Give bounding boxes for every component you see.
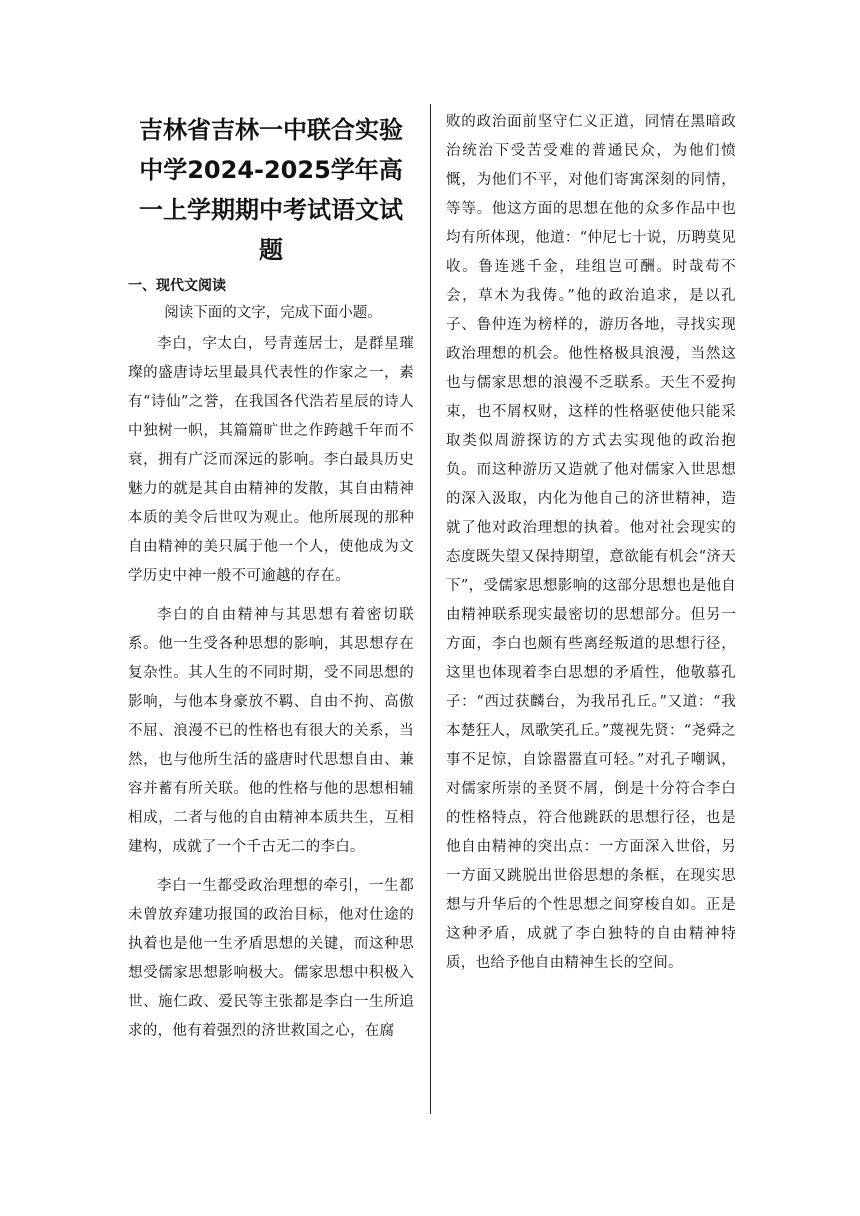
section-heading: 一、现代文阅读 [128, 278, 226, 294]
page-title: 吉林省吉林一中联合实验中学2024-2025学年高一上学期期中考试语文试题 [139, 116, 403, 264]
paragraph-2: 李白的自由精神与其思想有着密切联系。他一生受各种思想的影响，其思想存在复杂性。其人生的不同时期，受不同思想的影响，与他本身豪放不羁、自由不拘、高傲不屈、浪漫不已的性格也有很大的关系，当然，也与他所生活的盛唐时代思想自由、兼容并蓄有所关联。他的性格与他的思想相辅相成，二者与他的自由精神本质共生，互相建构，成就了一个千古无二的李白。 [128, 607, 414, 855]
paragraph-3: 李白一生都受政治理想的牵引，一生都未曾放弃建功报国的政治目标，他对仕途的执着也是他一生矛盾思想的关键，而这种思想受儒家思想影响极大。儒家思想中积极入世、施仁政、爱民等主张都是李白一生所追求的，他有着强烈的济世救国之心，在腐 [128, 878, 414, 1039]
paragraph-3-continued: 败的政治面前坚守仁义正道，同情在黑暗政治统治下受苦受难的普通民众，为他们愤慨，为他们不平，对他们寄寓深刻的同情，等等。他这方面的思想在他的众多作品中也均有所体现，他道：“仲尼七十说，历聘莫见收。鲁连逃千金，珪组岂可酬。时哉苟不会，草木为我俦。”他的政治追求，是以孔子、鲁仲连为榜样的，游历各地，寻找实现政治理想的机会。他性格极具浪漫，当然这也与儒家思想的浪漫不乏联系。天生不爱拘束，也不屑权财，这样的性格驱使他只能采取类似周游探访的方式去实现他的政治抱负。而这种游历又造就了他对儒家入世思想的深入汲取，内化为他自己的济世精神，造就了他对政治理想的执着。他对社会现实的态度既失望又保持期望，意欲能有机会“济天下”，受儒家思想影响的这部分思想也是他自由精神联系现实最密切的思想部分。但另一方面，李白也颇有些离经叛道的思想行径，这里也体现着李白思想的矛盾性，他敬慕孔子：“西过获麟台，为我吊孔丘。”又道：“我本楚狂人，凤歌笑孔丘。”蔑视先贤：“尧舜之事不足惊，自馀嚣嚣直可轻。”对孔子嘲讽，对儒家所崇的圣贤不屑，倒是十分符合李白的性格特点，符合他跳跃的思想行径，也是他自由精神的突出点：一方面深入世俗，另一方面又跳脱出世俗思想的条框，在现实思想与升华后的个性思想之间穿梭自如。正是这种矛盾，成就了李白独特的自由精神特质，也给予他自由精神生长的空间。 [446, 114, 736, 971]
reading-instruction: 阅读下面的文字，完成下面小题。 [164, 305, 382, 321]
paragraph-1: 李白，字太白，号青莲居士，是群星璀璨的盛唐诗坛里最具代表性的作家之一，素有“诗仙”之誉，在我国各代浩若星辰的诗人中独树一帜，其篇篇旷世之作跨越千年而不衰，拥有广泛而深远的影响。李白最具历史魅力的就是其自由精神的发散，其自由精神本质的美令后世叹为观止。他所展现的那种自由精神的美只属于他一个人，使他成为文学历史中神一般不可逾越的存在。 [128, 336, 414, 584]
column-divider [430, 104, 431, 1114]
right-column [446, 108, 736, 978]
left-column [128, 104, 414, 1046]
